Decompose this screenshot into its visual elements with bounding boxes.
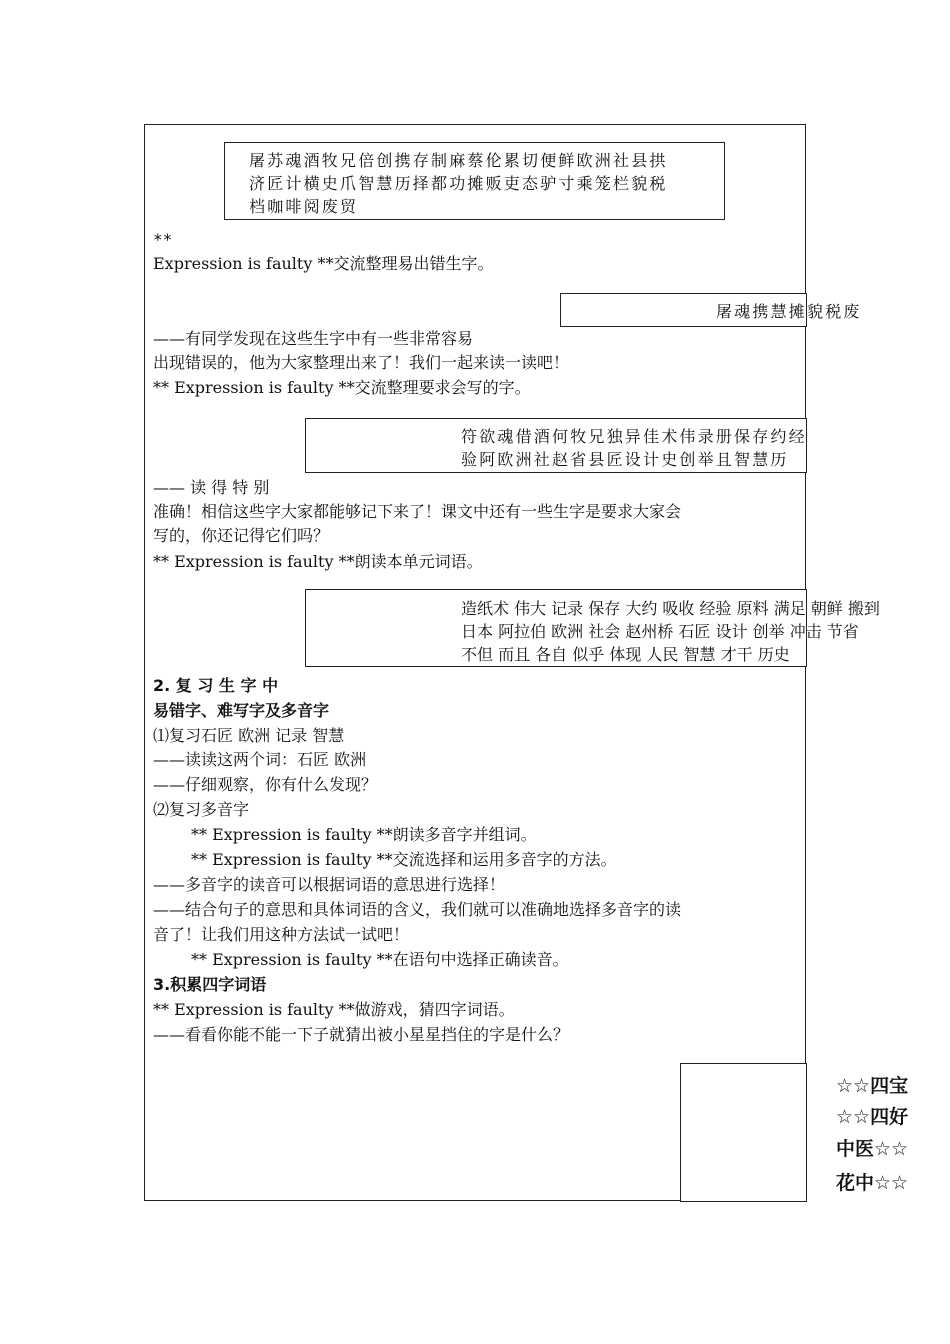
unit-vocabulary-line-1: 造纸术 伟大 记录 保存 大约 吸收 经验 原料 满足 朝鲜 搬到 — [461, 599, 880, 618]
text-line: 准确！相信这些字大家都能够记下来了！课文中还有一些生字是要求大家会 — [153, 502, 682, 521]
text-line: Expression is faulty **交流整理易出错生字。 — [153, 254, 494, 273]
text-line: 音了！让我们用这种方法试一试吧！ — [153, 925, 410, 944]
text-line: 写的，你还记得它们吗？ — [153, 526, 330, 545]
text-line: ** Expression is faulty **交流整理要求会写的字。 — [153, 378, 531, 397]
text-line: ** Expression is faulty **交流选择和运用多音字的方法。 — [191, 850, 617, 869]
unit-vocabulary-line-3: 不但 而且 各自 似乎 体现 人民 智慧 才干 历史 — [461, 645, 790, 664]
error-prone-characters-text: 屠魂携慧摊貌税废 — [716, 302, 862, 321]
text-line: ——多音字的读音可以根据词语的意思进行选择！ — [153, 875, 506, 894]
text-line: ** Expression is faulty **朗读多音字并组词。 — [191, 825, 537, 844]
text-line: ——结合句子的意思和具体词语的含义，我们就可以准确地选择多音字的读 — [153, 900, 682, 919]
star-puzzle-item: 花中☆☆ — [836, 1172, 909, 1194]
text-line: ⑵复习多音字 — [153, 800, 250, 819]
section-heading: 易错字、难写字及多音字 — [153, 701, 330, 720]
text-line: ——仔细观察，你有什么发现？ — [153, 775, 378, 794]
star-puzzle-item: 中医☆☆ — [836, 1138, 909, 1160]
star-puzzle-item: ☆☆四好 — [836, 1106, 909, 1128]
write-characters-line-2: 验阿欧洲社赵省县匠设计史创举且智慧历 — [461, 450, 789, 469]
text-line: —— 读 得 特 别 — [153, 478, 270, 497]
text-line: ** Expression is faulty **在语句中选择正确读音。 — [191, 950, 569, 969]
unit-vocabulary-line-2: 日本 阿拉伯 欧洲 社会 赵州桥 石匠 设计 创举 冲击 节省 — [461, 622, 859, 641]
section-heading: 3.积累四字词语 — [153, 975, 267, 994]
text-line: ——看看你能不能一下子就猜出被小星星挡住的字是什么？ — [153, 1025, 570, 1044]
text-line: ** Expression is faulty **做游戏，猜四字词语。 — [153, 1000, 515, 1019]
new-characters-line-1: 屠苏魂酒牧兄倍创携存制麻蔡伦累切便鲜欧洲社县拱 — [249, 151, 668, 170]
text-line: 出现错误的，他为大家整理出来了！我们一起来读一读吧！ — [153, 353, 570, 372]
write-characters-line-1: 符欲魂借酒何牧兄独异佳术伟录册保存约经 — [461, 427, 807, 446]
text-line: ** — [153, 230, 173, 249]
new-characters-line-2: 济匠计横史爪智慧历择都功摊贩吏态驴寸乘笼栏貌税 — [249, 174, 668, 193]
text-line: ——有同学发现在这些生字中有一些非常容易 — [153, 329, 474, 348]
text-line: ⑴复习石匠 欧洲 记录 智慧 — [153, 726, 345, 745]
section-heading: 2. 复 习 生 字 中 — [153, 676, 279, 695]
star-puzzle-item: ☆☆四宝 — [836, 1075, 909, 1097]
text-line: ** Expression is faulty **朗读本单元词语。 — [153, 552, 483, 571]
new-characters-line-3: 档咖啡阅废贸 — [249, 197, 359, 216]
text-line: ——读读这两个词：石匠 欧洲 — [153, 750, 367, 769]
star-puzzle-box — [680, 1063, 807, 1202]
